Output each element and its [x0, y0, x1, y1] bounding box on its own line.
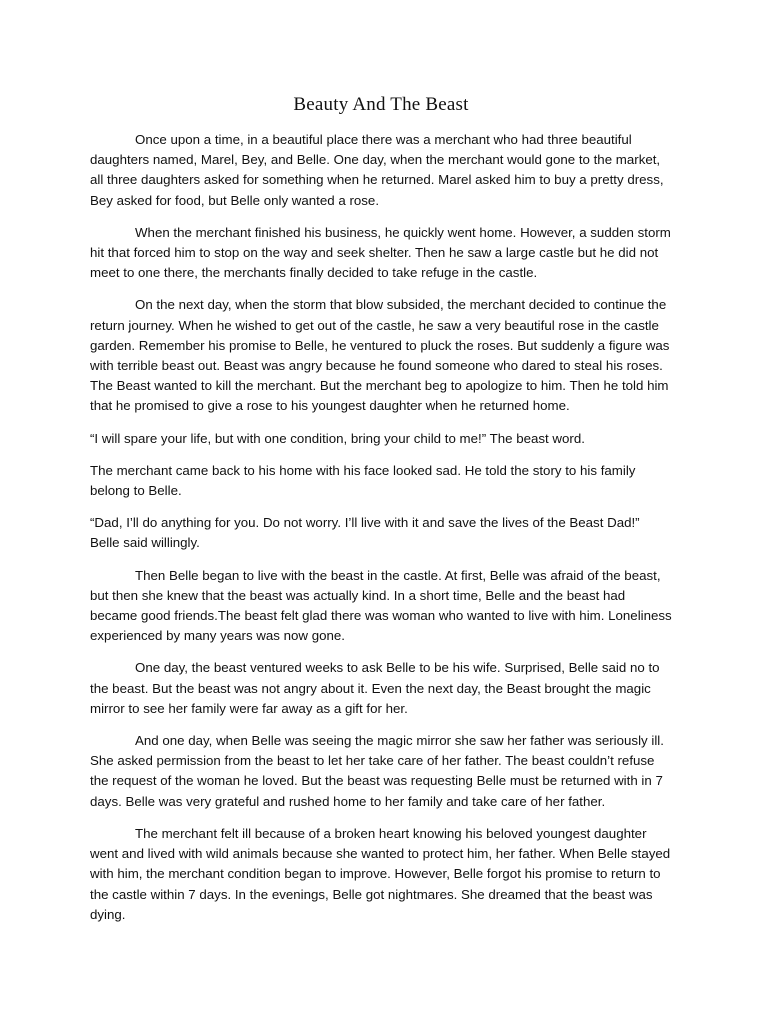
paragraph-2: When the merchant finished his business, he quickly went home. However, a sudden storm hit that forced him to stop on the way and seek shelter. Then he saw a large castle but he did not meet to one there, the merchants finally decided to take refuge in the castle. [90, 224, 671, 281]
paragraph-9: And one day, when Belle was seeing the magic mirror she saw her father was seriously ill. She asked permission from the beast to let her take care of her father. The beast couldn’t refuse the request of the woman he loved. But the beast was requesting Belle must be returned with in 7 days. Belle was very grateful and rushed home to her family and take care of her father. [90, 733, 664, 809]
paragraph-5: The merchant came back to his home with his face looked sad. He told the story to his family belong to Belle. [90, 462, 636, 499]
paragraph-10: The merchant felt ill because of a broken heart knowing his beloved youngest daughter went and lived with wild animals because she wanted to protect him, her father. When Belle stayed with him, the merchant condition began to improve. However, Belle forgot his promise to return to the castle within 7 days. In the evenings, Belle got nightmares. She dreamed that the beast was dying. [90, 825, 671, 922]
paragraph-8: One day, the beast ventured weeks to ask Belle to be his wife. Surprised, Belle said no to the beast. But the beast was not angry about it. Even the next day, the Beast brought the magic mirror to see her family were far away as a gift for her. [90, 660, 660, 716]
paragraph-4: “I will spare your life, but with one condition, bring your child to me!” The beast word. [90, 430, 585, 446]
paragraph-7: Then Belle began to live with the beast in the castle. At first, Belle was afraid of the beast, but then she knew that the beast was actually kind. In a short time, Belle and the beast had became good friends.The beast felt glad there was woman who wanted to live with him. Loneliness experienced by many years was now gone. [90, 567, 672, 644]
paragraph-3: On the next day, when the storm that blow subsided, the merchant decided to continue the return journey. When he wished to get out of the castle, he saw a very beautiful rose in the castle garden. Remember his promise to Belle, he ventured to pluck the roses. But suddenly a figure was with terrible beast out. Beast was angry because he found someone who dared to steal his roses. The Beast wanted to kill the merchant. But the merchant beg to apologize to him. Then he told him that he promised to give a rose to his youngest daughter when he returned home. [90, 297, 670, 414]
paragraph-1: Once upon a time, in a beautiful place there was a merchant who had three beautiful daughters named, Marel, Bey, and Belle. One day, when the merchant would gone to the market, all three daughters asked for something when he returned. Marel asked him to buy a pretty dress, Bey asked for food, but Belle only wanted a rose. [90, 132, 664, 208]
document-title: Beauty And The Beast [293, 94, 469, 115]
paragraph-6: “Dad, I’ll do anything for you. Do not worry. I’ll live with it and save the lives of the Beast Dad!” Belle said willingly. [90, 515, 640, 551]
